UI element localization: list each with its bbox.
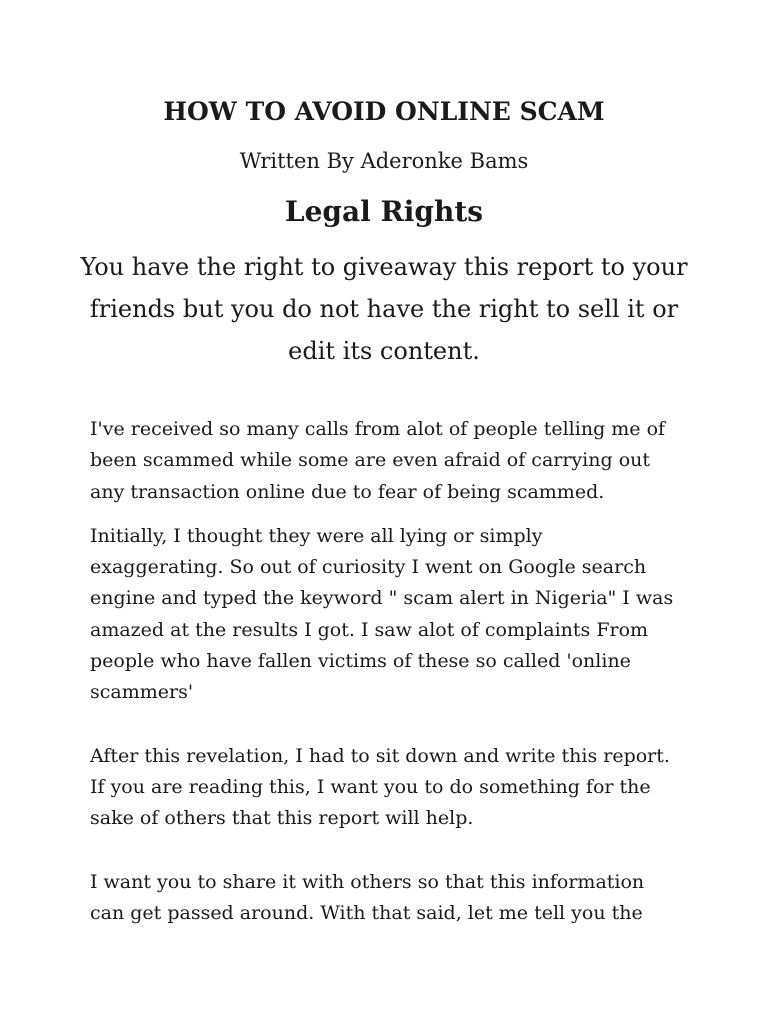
body-paragraph-2: Initially, I thought they were all lying or simply exaggerating. So out of curiosity I went on Google search engine and typed the keyword " scam alert in Nigeria" I was amazed at the results I got. I saw alot of complaints From people who have fallen victims of these so called 'online scammers'	[90, 524, 674, 704]
body-paragraph-3: After this revelation, I had to sit down and write this report. If you are reading this, I want you to do something for the sake of others that this report will help.	[90, 744, 670, 830]
section-heading: Legal Rights	[284, 195, 484, 228]
legal-rights-text: You have the right to giveaway this report to your friends but you do not have the right to sell it or edit its content.	[80, 253, 688, 365]
body-paragraph-4: I want you to share it with others so that this information can get passed around. With that said, let me tell you the	[90, 870, 645, 924]
author-line: Written By Aderonke Bams	[239, 149, 529, 173]
document-title: HOW TO AVOID ONLINE SCAM	[163, 97, 605, 126]
body-paragraph-1: I've received so many calls from alot of people telling me of been scammed while some are even afraid of carrying out any transaction online due to fear of being scammed.	[90, 418, 666, 503]
